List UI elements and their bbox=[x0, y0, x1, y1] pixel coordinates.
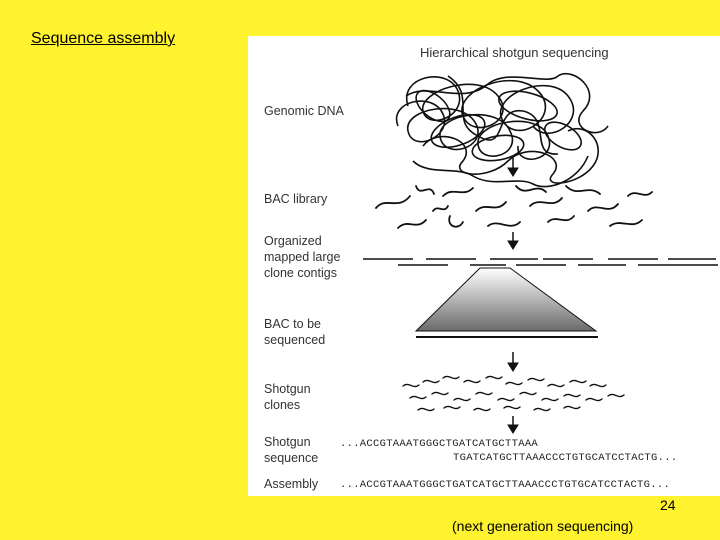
arrow-down-3 bbox=[508, 352, 518, 371]
arrow-down-2 bbox=[508, 232, 518, 249]
figure-title: Hierarchical shotgun sequencing bbox=[420, 45, 609, 60]
assembly-sequence: ...ACCGTAAATGGGCTGATCATGCTTAAACCCTGTGCATCCTACTG... bbox=[340, 479, 671, 491]
footer-note: (next generation sequencing) bbox=[452, 518, 634, 534]
genomic-dna-tangle bbox=[397, 74, 608, 187]
shotgun-clone-fragments bbox=[403, 376, 624, 410]
stage-label-assembly: Assembly bbox=[264, 477, 319, 491]
stage-label-bac-sequenced: BAC to be sequenced bbox=[264, 317, 326, 347]
hierarchical-shotgun-figure bbox=[248, 36, 720, 496]
bac-library-fragments bbox=[376, 186, 652, 228]
shotgun-sequence-line-2: TGATCATGCTTAAACCCTGTGCATCCTACTG... bbox=[453, 452, 678, 464]
selected-bac-fan bbox=[416, 268, 598, 337]
stage-label-shotgun-sequence: Shotgun sequence bbox=[264, 435, 319, 465]
slide-title: Sequence assembly bbox=[31, 30, 176, 47]
stage-label-bac-library: BAC library bbox=[264, 192, 328, 206]
page-number: 24 bbox=[660, 497, 676, 513]
arrow-down-4 bbox=[508, 416, 518, 433]
stage-label-shotgun-clones: Shotgun clones bbox=[264, 382, 311, 412]
contig-lines bbox=[363, 259, 718, 265]
stage-label-genomic-dna: Genomic DNA bbox=[264, 104, 344, 118]
stage-label-clone-contigs: Organized mapped large clone contigs bbox=[264, 234, 341, 280]
shotgun-sequence-line-1: ...ACCGTAAATGGGCTGATCATGCTTAAA bbox=[340, 438, 539, 450]
